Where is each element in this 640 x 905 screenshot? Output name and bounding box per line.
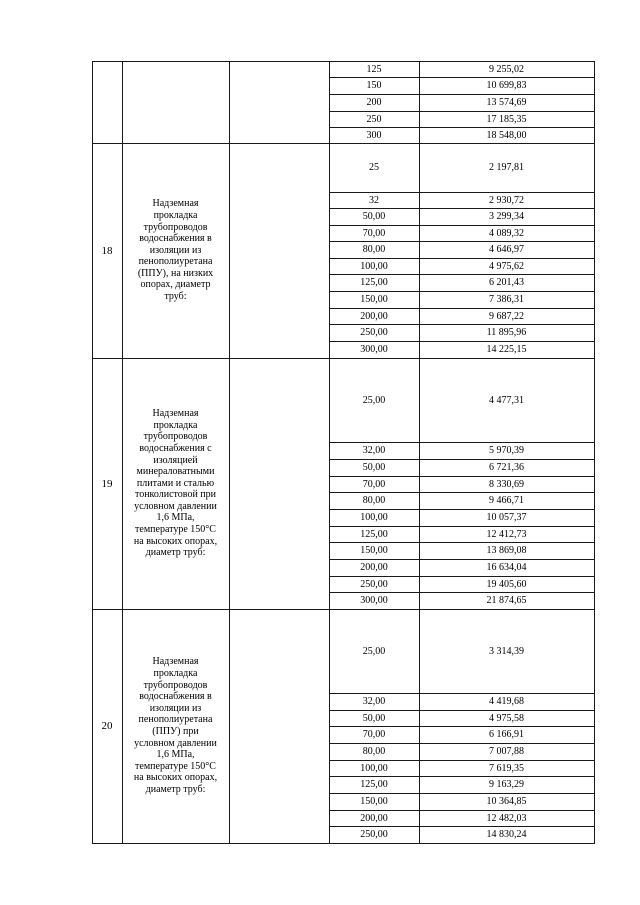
diameter-cell: 32,00 <box>362 445 386 456</box>
price-cell: 11 895,96 <box>486 327 527 338</box>
diameter-cell: 150,00 <box>360 545 388 556</box>
price-cell: 4 477,31 <box>489 394 524 406</box>
price-cell: 7 386,31 <box>489 294 524 305</box>
column-border-diameter <box>329 61 330 844</box>
diameter-cell: 32,00 <box>362 696 386 707</box>
price-cell: 13 869,08 <box>486 545 527 556</box>
price-cell: 6 166,91 <box>489 729 524 740</box>
diameter-cell: 100,00 <box>360 260 388 272</box>
diameter-cell: 200,00 <box>360 562 388 573</box>
table-bottom-border <box>92 843 594 844</box>
diameter-cell: 200,00 <box>360 310 388 322</box>
price-cell: 14 225,15 <box>486 344 527 355</box>
price-cell: 10 057,37 <box>486 512 527 523</box>
diameter-cell: 150 <box>366 80 382 91</box>
diameter-cell: 200 <box>366 97 382 108</box>
price-cell: 21 874,65 <box>486 595 527 606</box>
diameter-cell: 80,00 <box>362 244 386 255</box>
price-cell: 5 970,39 <box>489 445 524 456</box>
diameter-cell: 250 <box>366 113 382 125</box>
diameter-cell: 100,00 <box>360 762 388 774</box>
diameter-cell: 50,00 <box>362 462 386 473</box>
price-cell: 18 548,00 <box>486 129 527 141</box>
section-border <box>92 143 594 144</box>
price-cell: 12 412,73 <box>486 528 527 540</box>
section-number: 19 <box>101 477 113 490</box>
price-cell: 4 975,62 <box>489 260 524 272</box>
price-cell: 19 405,60 <box>486 578 527 590</box>
section-number: 20 <box>101 720 113 732</box>
price-cell: 4 419,68 <box>489 696 524 707</box>
diameter-cell: 50,00 <box>362 211 386 222</box>
diameter-cell: 50,00 <box>362 712 386 724</box>
diameter-cell: 25,00 <box>362 394 386 406</box>
diameter-cell: 100,00 <box>360 512 388 523</box>
price-cell: 10 364,85 <box>486 796 527 807</box>
diameter-cell: 70,00 <box>362 729 386 740</box>
price-cell: 9 687,22 <box>489 310 524 322</box>
price-table <box>92 61 594 845</box>
price-cell: 6 721,36 <box>489 462 524 473</box>
diameter-cell: 300 <box>366 129 382 141</box>
column-border-price <box>419 61 420 844</box>
price-cell: 10 699,83 <box>486 80 527 91</box>
section-description: Надземная прокладка трубопроводов водоснабжения в изоляции из пенополиуретана (ППУ) при условном давлении 1,6 МПа, температуре 150°С на высоких опорах, диаметр труб: <box>133 656 218 795</box>
section-description: Надземная прокладка трубопроводов водоснабжения в изоляции из пенополиуретана (ППУ), на низких опорах, диаметр труб: <box>137 198 214 303</box>
diameter-cell: 300,00 <box>360 595 388 606</box>
price-cell: 9 466,71 <box>489 495 524 506</box>
price-cell: 9 163,29 <box>489 779 524 790</box>
diameter-cell: 25,00 <box>362 645 386 657</box>
price-cell: 7 007,88 <box>489 746 524 757</box>
column-border-right <box>594 61 595 844</box>
price-cell: 3 299,34 <box>489 211 524 222</box>
price-cell: 17 185,35 <box>486 113 527 125</box>
section-description: Надземная прокладка трубопроводов водоснабжения с изоляцией минераловатными плитами и сталью тонколистовой при условном давлении 1,6 МПа, температуре 150°С на высоких опорах, диаметр труб: <box>133 408 218 559</box>
price-cell: 6 201,43 <box>489 277 524 288</box>
column-border-number <box>122 61 123 844</box>
diameter-cell: 250,00 <box>360 327 388 338</box>
price-cell: 14 830,24 <box>486 829 527 840</box>
section-border <box>92 609 594 610</box>
diameter-cell: 25 <box>369 162 379 173</box>
price-cell: 4 089,32 <box>489 227 524 239</box>
diameter-cell: 125,00 <box>360 779 388 790</box>
price-cell: 2 930,72 <box>489 194 524 206</box>
diameter-cell: 150,00 <box>360 796 388 807</box>
diameter-cell: 80,00 <box>362 495 386 506</box>
diameter-cell: 125,00 <box>360 528 388 540</box>
diameter-cell: 32 <box>369 194 379 206</box>
diameter-cell: 250,00 <box>360 829 388 840</box>
diameter-cell: 70,00 <box>362 478 386 490</box>
price-cell: 2 197,81 <box>489 162 524 173</box>
price-cell: 16 634,04 <box>486 562 527 573</box>
column-border-description <box>229 61 230 844</box>
diameter-cell: 250,00 <box>360 578 388 590</box>
price-cell: 9 255,02 <box>489 63 524 75</box>
table-top-border <box>92 61 594 62</box>
price-cell: 4 975,58 <box>489 712 524 724</box>
price-cell: 4 646,97 <box>489 244 524 255</box>
section-border <box>92 358 594 359</box>
price-cell: 8 330,69 <box>489 478 524 490</box>
diameter-cell: 70,00 <box>362 227 386 239</box>
diameter-cell: 200,00 <box>360 812 388 824</box>
diameter-cell: 125,00 <box>360 277 388 288</box>
section-number: 18 <box>101 244 113 257</box>
diameter-cell: 125 <box>366 63 382 75</box>
price-cell: 3 314,39 <box>489 645 524 657</box>
price-cell: 7 619,35 <box>489 762 524 774</box>
diameter-cell: 150,00 <box>360 294 388 305</box>
price-cell: 12 482,03 <box>486 812 527 824</box>
diameter-cell: 80,00 <box>362 746 386 757</box>
column-border-left <box>92 61 93 844</box>
diameter-cell: 300,00 <box>360 344 388 355</box>
price-cell: 13 574,69 <box>486 97 527 108</box>
